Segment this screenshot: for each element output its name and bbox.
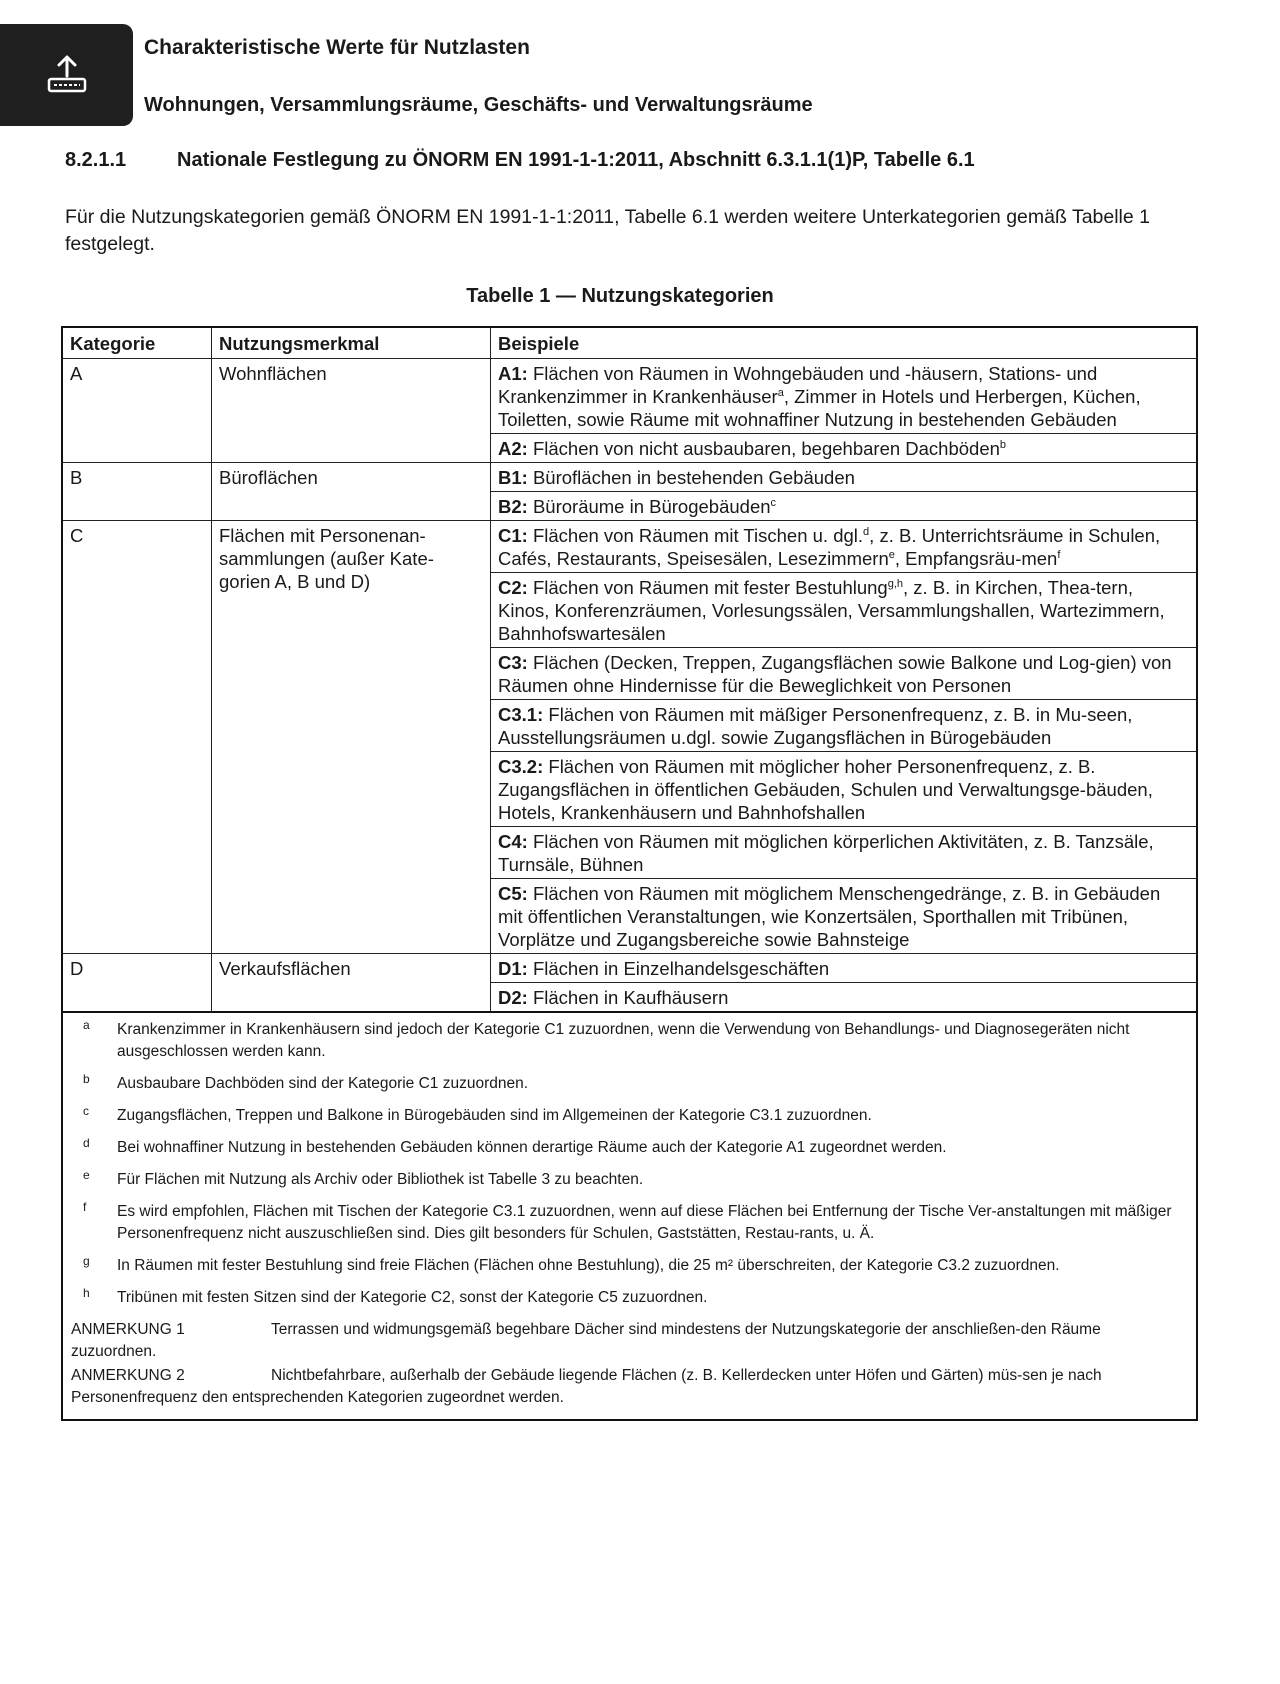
example-code: C5:	[498, 883, 528, 904]
example-code: C1:	[498, 525, 528, 546]
footnote-mark: h	[83, 1286, 90, 1300]
section-heading	[65, 149, 975, 172]
table-row	[62, 463, 1197, 492]
footnote-ref: g,h	[887, 577, 904, 590]
anmerkung	[71, 1365, 1188, 1409]
example-code: C2:	[498, 577, 528, 598]
example-code: B1:	[498, 467, 528, 488]
cell-beispiel	[491, 434, 1198, 463]
footnote-text: Für Flächen mit Nutzung als Archiv oder Bibliothek ist Tabelle 3 zu beachten.	[117, 1171, 644, 1188]
cell-beispiel	[491, 954, 1198, 983]
footnote-ref: c	[770, 496, 777, 509]
intro-paragraph: Für die Nutzungskategorien gemäß ÖNORM EN 1991-1-1:2011, Tabelle 6.1 werden weitere Unterkategorien gemäß Tabelle 1 festgelegt.	[65, 206, 1151, 255]
anmerkungen	[71, 1319, 1188, 1409]
footnote-ref: b	[999, 438, 1007, 451]
anmerkung-label: ANMERKUNG 2	[71, 1367, 185, 1384]
header-kategorie: Kategorie	[62, 327, 212, 359]
example-code: C3:	[498, 652, 528, 673]
example-text: Büroflächen in bestehenden Gebäuden	[527, 467, 855, 488]
example-code: D1:	[498, 958, 528, 979]
cell-beispiel	[491, 463, 1198, 492]
example-text: Flächen von Räumen mit möglichem Menschengedränge, z. B. in Gebäuden mit öffentlichen Veranstaltungen, wie Konzertsälen, Sporthallen mit Tribünen, Vorplätze und Zugangsbereiche sowie Bahnsteige	[498, 883, 1161, 950]
example-text: Büroräume in Bürogebäuden	[527, 496, 771, 517]
anmerkung	[71, 1319, 1188, 1363]
cell-kategorie: B	[62, 463, 212, 521]
footnote-text: Es wird empfohlen, Flächen mit Tischen der Kategorie C3.1 zuzuordnen, wenn auf diese Flächen bei Entfernung der Tische Ver-anstaltungen mit mäßiger Personenfrequenz nicht auszuschließen sind. Dies gilt besonders für Schulen, Gaststätten, Restau-rants, u. Ä.	[117, 1203, 1172, 1242]
footnote-ref: a	[777, 386, 784, 399]
footnote	[71, 1073, 1188, 1095]
category-table-container	[61, 326, 1198, 1421]
example-text: Flächen in Kaufhäusern	[527, 987, 729, 1008]
example-text: Flächen von Räumen mit möglichen körperlichen Aktivitäten, z. B. Tanzsäle, Turnsäle, Bühnen	[498, 831, 1154, 875]
example-text: Flächen von Räumen mit mäßiger Personenfrequenz, z. B. in Mu-seen, Ausstellungsräumen u.dgl. sowie Zugangsflächen in Bürogebäuden	[498, 704, 1133, 748]
cell-nutzungsmerkmal: Büroflächen	[212, 463, 491, 521]
example-code: C3.2:	[498, 756, 544, 777]
example-text: Flächen in Einzelhandelsgeschäften	[527, 958, 830, 979]
example-text: Flächen von Räumen mit fester Bestuhlung	[527, 577, 888, 598]
footnote-text: In Räumen mit fester Bestuhlung sind freie Flächen (Flächen ohne Bestuhlung), die 25 m² überschreiten, der Kategorie C3.2 zuzuordnen.	[117, 1257, 1060, 1274]
example-code: B2:	[498, 496, 528, 517]
footnote-mark: a	[83, 1018, 90, 1032]
table-notes	[61, 1013, 1198, 1421]
table-row	[62, 359, 1197, 434]
footnote-mark: c	[83, 1104, 89, 1118]
table-caption: Tabelle 1 — Nutzungskategorien	[466, 285, 774, 307]
upload-button[interactable]	[0, 24, 133, 126]
anmerkung-label: ANMERKUNG 1	[71, 1321, 185, 1338]
example-code: D2:	[498, 987, 528, 1008]
cell-beispiel	[491, 700, 1198, 752]
page-subtitle: Wohnungen, Versammlungsräume, Geschäfts- und Verwaltungsräume	[144, 94, 813, 116]
cell-kategorie: A	[62, 359, 212, 463]
table-header-row	[62, 327, 1197, 359]
cell-beispiel	[491, 648, 1198, 700]
footnote-mark: d	[83, 1136, 90, 1150]
cell-nutzungsmerkmal: Flächen mit Personenan-sammlungen (außer Kate-gorien A, B und D)	[212, 521, 491, 954]
footnote-text: Zugangsflächen, Treppen und Balkone in Bürogebäuden sind im Allgemeinen der Kategorie C3.1 zuzuordnen.	[117, 1107, 872, 1124]
cell-nutzungsmerkmal: Verkaufsflächen	[212, 954, 491, 1013]
example-text: Flächen von Räumen mit möglicher hoher Personenfrequenz, z. B. Zugangsflächen in öffentlichen Gebäuden, Schulen und Verwaltungsge-bäuden, Hotels, Krankenhäusern und Bahnhofshallen	[498, 756, 1153, 823]
upload-icon	[44, 52, 90, 98]
footnote	[71, 1019, 1188, 1063]
footnote	[71, 1287, 1188, 1309]
example-text: , Zimmer in Hotels und Herbergen, Küchen, Toiletten, sowie Räume mit wohnaffiner Nutzung in bestehenden Gebäuden	[498, 386, 1141, 430]
footnote-text: Bei wohnaffiner Nutzung in bestehenden Gebäuden können derartige Räume auch der Kategorie A1 zugeordnet werden.	[117, 1139, 947, 1156]
cell-nutzungsmerkmal: Wohnflächen	[212, 359, 491, 463]
cell-beispiel	[491, 752, 1198, 827]
example-code: C4:	[498, 831, 528, 852]
cell-beispiel	[491, 879, 1198, 954]
footnote-mark: e	[83, 1168, 90, 1182]
example-text: Flächen von nicht ausbaubaren, begehbaren Dachböden	[527, 438, 1000, 459]
cell-beispiel	[491, 827, 1198, 879]
footnote	[71, 1169, 1188, 1191]
example-code: A2:	[498, 438, 528, 459]
footnote	[71, 1137, 1188, 1159]
cell-beispiel	[491, 573, 1198, 648]
table-row	[62, 954, 1197, 983]
cell-beispiel	[491, 521, 1198, 573]
table-row	[62, 521, 1197, 573]
page-title: Charakteristische Werte für Nutzlasten	[144, 36, 530, 59]
example-code: C3.1:	[498, 704, 544, 725]
footnote-text: Tribünen mit festen Sitzen sind der Kategorie C2, sonst der Kategorie C5 zuzuordnen.	[117, 1289, 708, 1306]
header-nutzungsmerkmal: Nutzungsmerkmal	[212, 327, 491, 359]
cell-kategorie: C	[62, 521, 212, 954]
footnote-mark: f	[83, 1200, 87, 1214]
category-table	[61, 326, 1198, 1013]
table-body	[62, 359, 1197, 1013]
footnote-ref: f	[1057, 548, 1061, 561]
footnote-text: Krankenzimmer in Krankenhäusern sind jedoch der Kategorie C1 zuzuordnen, wenn die Verwendung von Behandlungs- und Diagnosegeräten nicht ausgeschlossen werden kann.	[117, 1021, 1130, 1060]
footnote	[71, 1255, 1188, 1277]
example-text: , z. B. in Kirchen, Thea-tern, Kinos, Konferenzräumen, Vorlesungssälen, Versammlungshallen, Wartezimmern, Bahnhofswartesälen	[498, 577, 1165, 644]
footnote	[71, 1201, 1188, 1245]
anmerkung-text: Terrassen und widmungsgemäß begehbare Dächer sind mindestens der Nutzungskategorie der anschließen-den Räume zuzuordnen.	[71, 1321, 1101, 1360]
cell-beispiel	[491, 359, 1198, 434]
cell-kategorie: D	[62, 954, 212, 1013]
example-text: Flächen von Räumen in Wohngebäuden und -häusern, Stations- und Krankenzimmer in Krankenhäuser	[498, 363, 1098, 407]
cell-beispiel	[491, 492, 1198, 521]
footnote-ref: d	[863, 525, 870, 538]
example-code: A1:	[498, 363, 528, 384]
footnote-mark: b	[83, 1072, 90, 1086]
footnote-text: Ausbaubare Dachböden sind der Kategorie C1 zuzuordnen.	[117, 1075, 529, 1092]
section-number: 8.2.1.1	[65, 149, 127, 171]
anmerkung-text: Nichtbefahrbare, außerhalb der Gebäude liegende Flächen (z. B. Kellerdecken unter Höfen und Gärten) müs-sen je nach Personenfrequenz den entsprechenden Kategorien zugeordnet werden.	[71, 1367, 1102, 1406]
footnote-mark: g	[83, 1254, 90, 1268]
example-text: Flächen (Decken, Treppen, Zugangsflächen sowie Balkone und Log-gien) von Räumen ohne Hindernisse für die Beweglichkeit von Personen	[498, 652, 1172, 696]
example-text: , Empfangsräu-men	[894, 548, 1058, 569]
example-text: , z. B. Unterrichtsräume in Schulen, Cafés, Restaurants, Speisesälen, Lesezimmern	[498, 525, 1161, 569]
cell-beispiel	[491, 983, 1198, 1013]
footnote-ref: e	[888, 548, 895, 561]
footnote	[71, 1105, 1188, 1127]
section-title: Nationale Festlegung zu ÖNORM EN 1991-1-1:2011, Abschnitt 6.3.1.1(1)P, Tabelle 6.1	[177, 149, 975, 171]
example-text: Flächen von Räumen mit Tischen u. dgl.	[527, 525, 864, 546]
header-beispiele: Beispiele	[491, 327, 1198, 359]
